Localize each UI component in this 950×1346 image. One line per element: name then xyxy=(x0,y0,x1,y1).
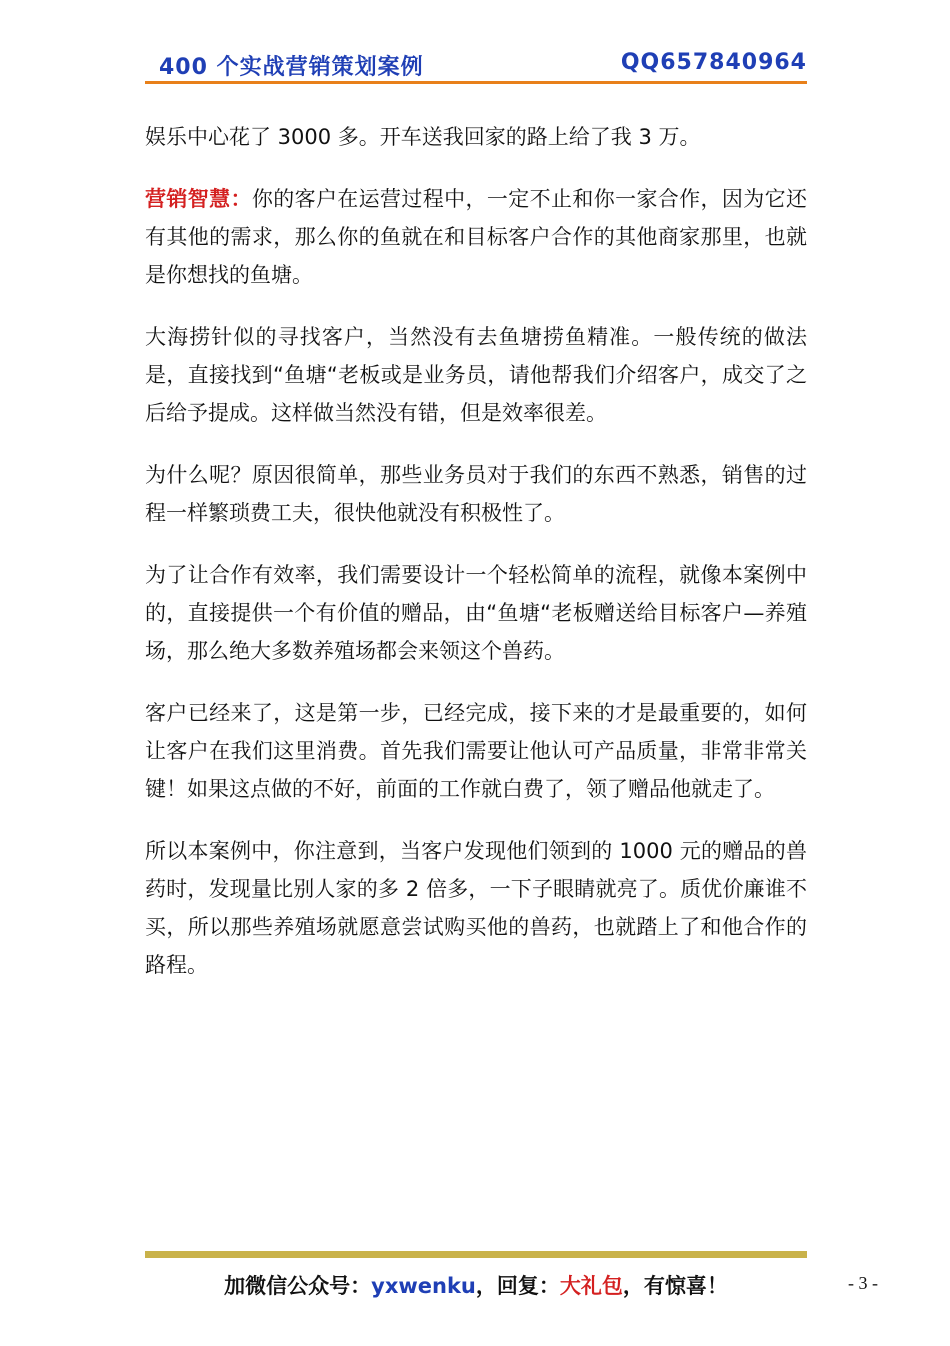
footer-prefix: 加微信公众号： xyxy=(224,1274,372,1298)
header-title: 400 个实战营销策划案例 xyxy=(159,55,424,80)
paragraph-2-text: 你的客户在运营过程中，一定不止和你一家合作，因为它还有其他的需求，那么你的鱼就在和目标客户合作的其他商家那里，也就是你想找的鱼塘。 xyxy=(145,187,808,287)
footer-keyword: 大礼包 xyxy=(559,1274,623,1298)
header-qq: QQ657840964 xyxy=(620,50,807,75)
footer-divider xyxy=(145,1251,807,1258)
footer-suffix: ，有惊喜！ xyxy=(622,1274,728,1298)
paragraph-5: 为了让合作有效率，我们需要设计一个轻松简单的流程，就像本案例中的，直接提供一个有价值的赠品，由“鱼塘“老板赠送给目标客户—养殖场，那么绝大多数养殖场都会来领这个兽药。 xyxy=(145,563,807,663)
marketing-wisdom-label: 营销智慧： xyxy=(145,187,252,211)
footer-middle: ，回复： xyxy=(475,1274,560,1298)
paragraph-6: 客户已经来了，这是第一步，已经完成，接下来的才是最重要的，如何让客户在我们这里消费。首先我们需要让他认可产品质量，非常非常关键！如果这点做的不好，前面的工作就白费了，领了赠品他就走了。 xyxy=(145,701,807,801)
paragraph-4: 为什么呢？原因很简单，那些业务员对于我们的东西不熟悉，销售的过程一样繁琐费工夫，很快他就没有积极性了。 xyxy=(145,463,807,525)
header-divider xyxy=(145,81,807,84)
footer-account: yxwenku xyxy=(371,1274,476,1298)
paragraph-3: 大海捞针似的寻找客户，当然没有去鱼塘捞鱼精准。一般传统的做法是，直接找到“鱼塘“老板或是业务员，请他帮我们介绍客户，成交了之后给予提成。这样做当然没有错，但是效率很差。 xyxy=(145,325,807,425)
paragraph-7: 所以本案例中，你注意到，当客户发现他们领到的 1000 元的赠品的兽药时，发现量比别人家的多 2 倍多，一下子眼睛就亮了。质优价廉谁不买，所以那些养殖场就愿意尝试购买他的兽药，也就踏上了和他合作的路程。 xyxy=(145,839,807,977)
page-header xyxy=(145,50,807,80)
page-number: - 3 - xyxy=(848,1273,878,1293)
paragraph-1: 娱乐中心花了 3000 多。开车送我回家的路上给了我 3 万。 xyxy=(145,125,701,149)
document-body xyxy=(145,118,807,1008)
page-footer xyxy=(145,1270,807,1300)
paragraph-2 xyxy=(145,180,807,294)
